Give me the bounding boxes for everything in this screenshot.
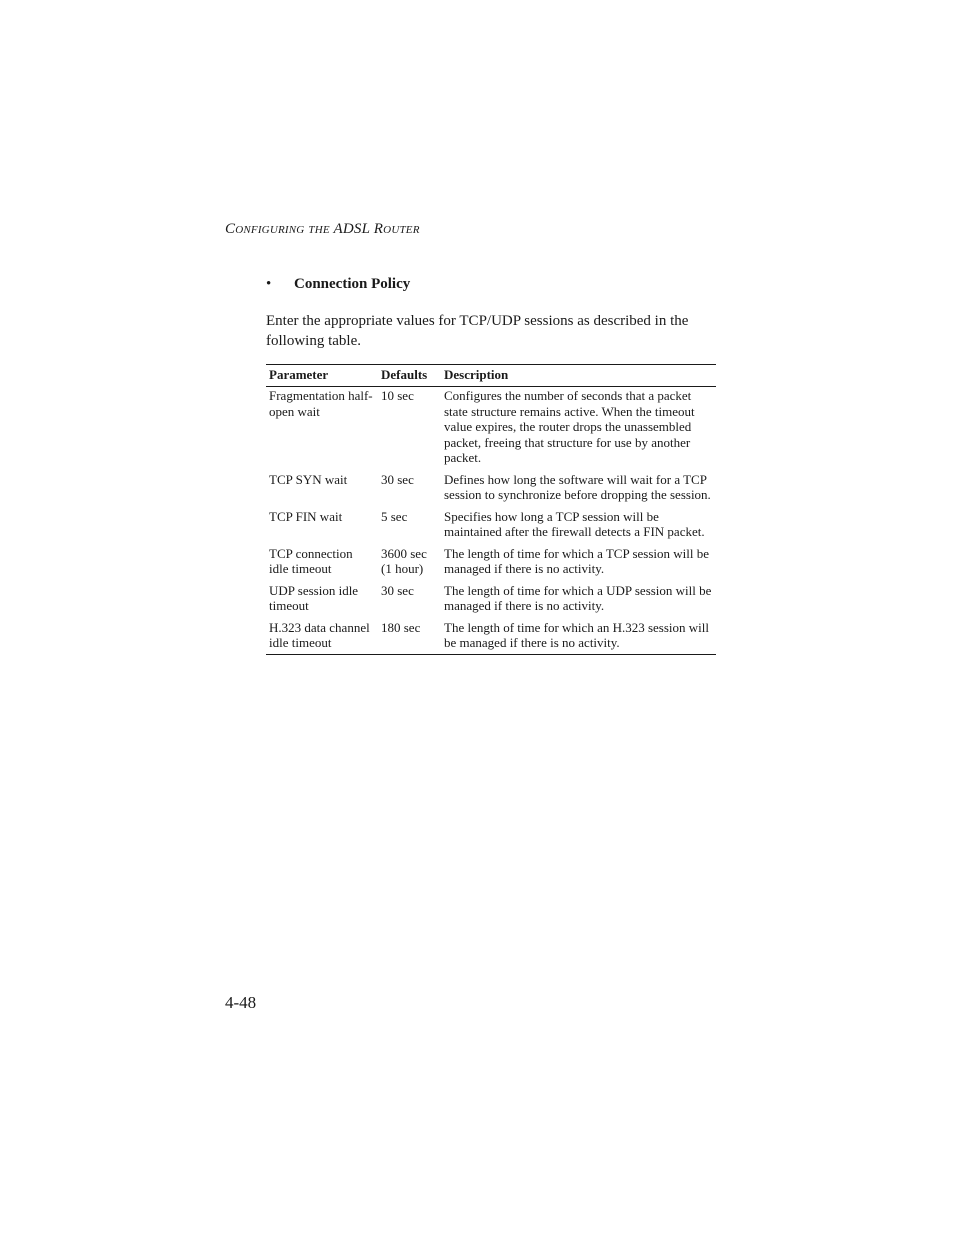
cell-description: Defines how long the software will wait for a TCP session to synchronize before dropping the session. xyxy=(444,471,711,502)
header-initial-c: C xyxy=(225,221,236,237)
header-the: THE xyxy=(308,224,330,236)
cell-default: 5 sec xyxy=(381,508,408,524)
header-outer: OUTER xyxy=(383,224,420,236)
table-row xyxy=(266,620,716,655)
cell-default: 30 sec xyxy=(381,471,414,487)
cell-description: Configures the number of seconds that a packet state structure remains active. When the timeout value expires, the router drops the unassembled packet, freeing that structure for use by another packet. xyxy=(444,388,695,465)
section-bullet-item xyxy=(266,276,410,293)
cell-parameter: TCP SYN wait xyxy=(269,471,348,487)
cell-parameter: TCP connection idle timeout xyxy=(269,545,353,576)
cell-default: 180 sec xyxy=(381,619,421,635)
cell-parameter: TCP FIN wait xyxy=(269,508,343,524)
cell-parameter: UDP session idle timeout xyxy=(269,582,359,613)
header-adsl: ADSL xyxy=(333,221,370,237)
cell-parameter: H.323 data channel idle timeout xyxy=(269,619,370,650)
header-initial-r: R xyxy=(373,221,384,237)
table-row xyxy=(266,583,716,620)
table-row xyxy=(266,472,716,509)
cell-default: 10 sec xyxy=(381,388,414,403)
table-row xyxy=(266,387,716,472)
cell-description: The length of time for which an H.323 session will be managed if there is no activity. xyxy=(444,619,710,650)
table-row xyxy=(266,546,716,583)
cell-description: The length of time for which a UDP session will be managed if there is no activity. xyxy=(444,582,712,613)
table-row xyxy=(266,509,716,546)
running-header xyxy=(225,221,420,238)
cell-description: The length of time for which a TCP session will be managed if there is no activity. xyxy=(444,545,710,576)
header-description: Description xyxy=(444,366,509,382)
cell-parameter: Fragmentation half-open wait xyxy=(269,388,373,419)
page-number: 4-48 xyxy=(225,993,257,1012)
table-header-row xyxy=(266,365,716,387)
cell-default: 3600 sec (1 hour) xyxy=(381,545,427,576)
cell-description: Specifies how long a TCP session will be maintained after the firewall detects a FIN packet. xyxy=(444,508,705,539)
header-onfiguring: ONFIGURING xyxy=(235,224,305,236)
bullet-marker: • xyxy=(266,276,272,292)
header-parameter: Parameter xyxy=(269,366,329,382)
connection-policy-table xyxy=(266,364,716,655)
cell-default: 30 sec xyxy=(381,582,414,598)
intro-paragraph: Enter the appropriate values for TCP/UDP sessions as described in the following table. xyxy=(266,313,689,349)
header-defaults: Defaults xyxy=(381,366,428,382)
section-heading: Connection Policy xyxy=(294,276,411,292)
